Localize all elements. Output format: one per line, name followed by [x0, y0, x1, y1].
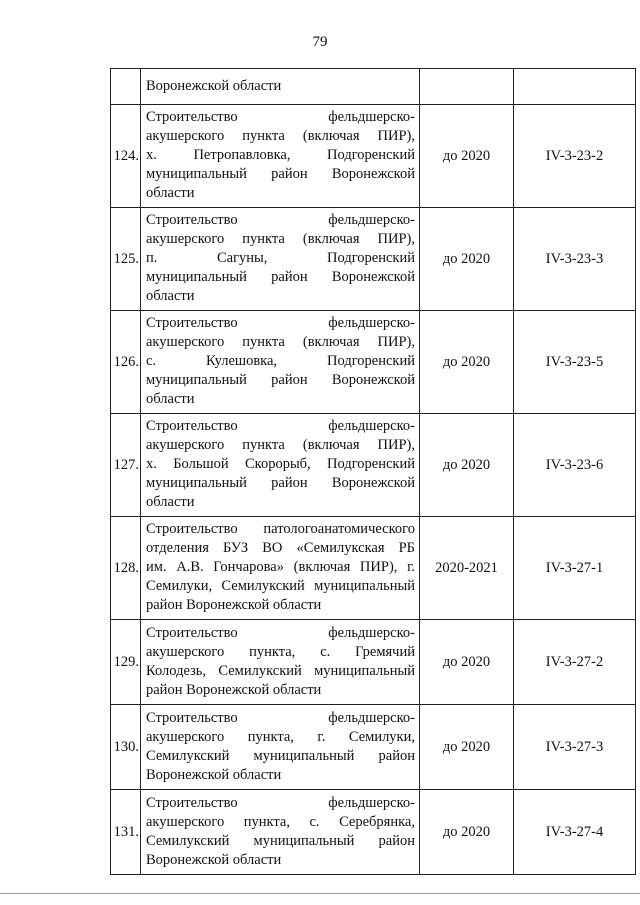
- row-description-cell: [141, 69, 420, 105]
- description-line: муниципальный район Воронежской: [146, 269, 415, 285]
- row-term-cell: [420, 69, 514, 105]
- row-description: [141, 705, 420, 790]
- table-row: [111, 517, 636, 620]
- row-term: до 2020: [420, 311, 514, 414]
- description-line: отделения БУЗ ВО «Семилукская РБ: [146, 540, 415, 556]
- table-row: [111, 414, 636, 517]
- objects-table: [110, 68, 636, 875]
- description-line: области: [146, 185, 195, 201]
- row-term: до 2020: [420, 705, 514, 790]
- description-line: муниципальный район Воронежской: [146, 475, 415, 491]
- row-code: IV-3-23-2: [514, 105, 636, 208]
- row-description: [141, 620, 420, 705]
- row-code: IV-3-27-4: [514, 790, 636, 875]
- row-number: 124.: [111, 105, 141, 208]
- bottom-scan-edge: [0, 893, 640, 894]
- row-description: [141, 311, 420, 414]
- row-code: IV-3-23-5: [514, 311, 636, 414]
- description-line: области: [146, 494, 195, 510]
- row-description: [141, 208, 420, 311]
- row-description: [141, 790, 420, 875]
- description-line: х. Большой Скорорыб, Подгоренский: [146, 456, 415, 472]
- description-line: Строительство патологоанатомического: [146, 521, 415, 537]
- table-row: [111, 620, 636, 705]
- description-line: акушерского пункта, с. Гремячий: [146, 643, 415, 660]
- description-line: Строительство фельдшерско-: [146, 794, 415, 811]
- page-number: 79: [312, 34, 328, 50]
- row-code: IV-3-23-6: [514, 414, 636, 517]
- description-line: Строительство фельдшерско-: [146, 418, 415, 434]
- row-description: [141, 414, 420, 517]
- description-line: Колодезь, Семилукский муниципальный: [146, 662, 415, 679]
- row-code: IV-3-27-3: [514, 705, 636, 790]
- row-term: до 2020: [420, 105, 514, 208]
- description-line: акушерского пункта (включая ПИР),: [146, 334, 415, 350]
- row-number: 126.: [111, 311, 141, 414]
- row-code: IV-3-27-2: [514, 620, 636, 705]
- table-row: [111, 208, 636, 311]
- row-number: 130.: [111, 705, 141, 790]
- description-line: Воронежской области: [146, 77, 282, 94]
- table-row: [111, 311, 636, 414]
- description-line: Воронежской области: [146, 766, 282, 783]
- row-code: IV-3-23-3: [514, 208, 636, 311]
- table-row: [111, 790, 636, 875]
- row-term: до 2020: [420, 414, 514, 517]
- description-line: акушерского пункта, г. Семилуки,: [146, 728, 415, 745]
- row-number: 129.: [111, 620, 141, 705]
- description-line: акушерского пункта (включая ПИР),: [146, 437, 415, 453]
- description-line: области: [146, 288, 195, 304]
- row-number: 127.: [111, 414, 141, 517]
- table-row: [111, 705, 636, 790]
- description-line: акушерского пункта (включая ПИР),: [146, 128, 415, 144]
- row-description: [141, 517, 420, 620]
- description-line: х. Петропавловка, Подгоренский: [146, 147, 415, 163]
- row-number: 128.: [111, 517, 141, 620]
- row-number: 131.: [111, 790, 141, 875]
- description-line: Строительство фельдшерско-: [146, 109, 415, 125]
- row-term: до 2020: [420, 208, 514, 311]
- row-term: 2020-2021: [420, 517, 514, 620]
- description-line: Строительство фельдшерско-: [146, 624, 415, 641]
- row-number-cell: [111, 69, 141, 105]
- description-line: области: [146, 391, 195, 407]
- description-line: Семилуки, Семилукский муниципальный: [146, 578, 415, 594]
- description-line: Воронежской области: [146, 851, 282, 868]
- table-row-continuation: [111, 69, 636, 105]
- description-line: Семилукский муниципальный район: [146, 832, 415, 849]
- description-line: Строительство фельдшерско-: [146, 212, 415, 228]
- description-line: Семилукский муниципальный район: [146, 747, 415, 764]
- row-description: [141, 105, 420, 208]
- row-code-cell: [514, 69, 636, 105]
- description-line: муниципальный район Воронежской: [146, 372, 415, 388]
- row-term: до 2020: [420, 620, 514, 705]
- row-number: 125.: [111, 208, 141, 311]
- description-line: район Воронежской области: [146, 681, 322, 698]
- description-line: акушерского пункта (включая ПИР),: [146, 231, 415, 247]
- description-line: муниципальный район Воронежской: [146, 166, 415, 182]
- description-line: им. А.В. Гончарова» (включая ПИР), г.: [146, 559, 415, 575]
- row-term: до 2020: [420, 790, 514, 875]
- description-line: район Воронежской области: [146, 597, 322, 613]
- description-line: акушерского пункта, с. Серебрянка,: [146, 813, 415, 830]
- table-row: [111, 105, 636, 208]
- description-line: п. Сагуны, Подгоренский: [146, 250, 415, 266]
- description-line: с. Кулешовка, Подгоренский: [146, 353, 415, 369]
- row-code: IV-3-27-1: [514, 517, 636, 620]
- description-line: Строительство фельдшерско-: [146, 709, 415, 726]
- description-line: Строительство фельдшерско-: [146, 315, 415, 331]
